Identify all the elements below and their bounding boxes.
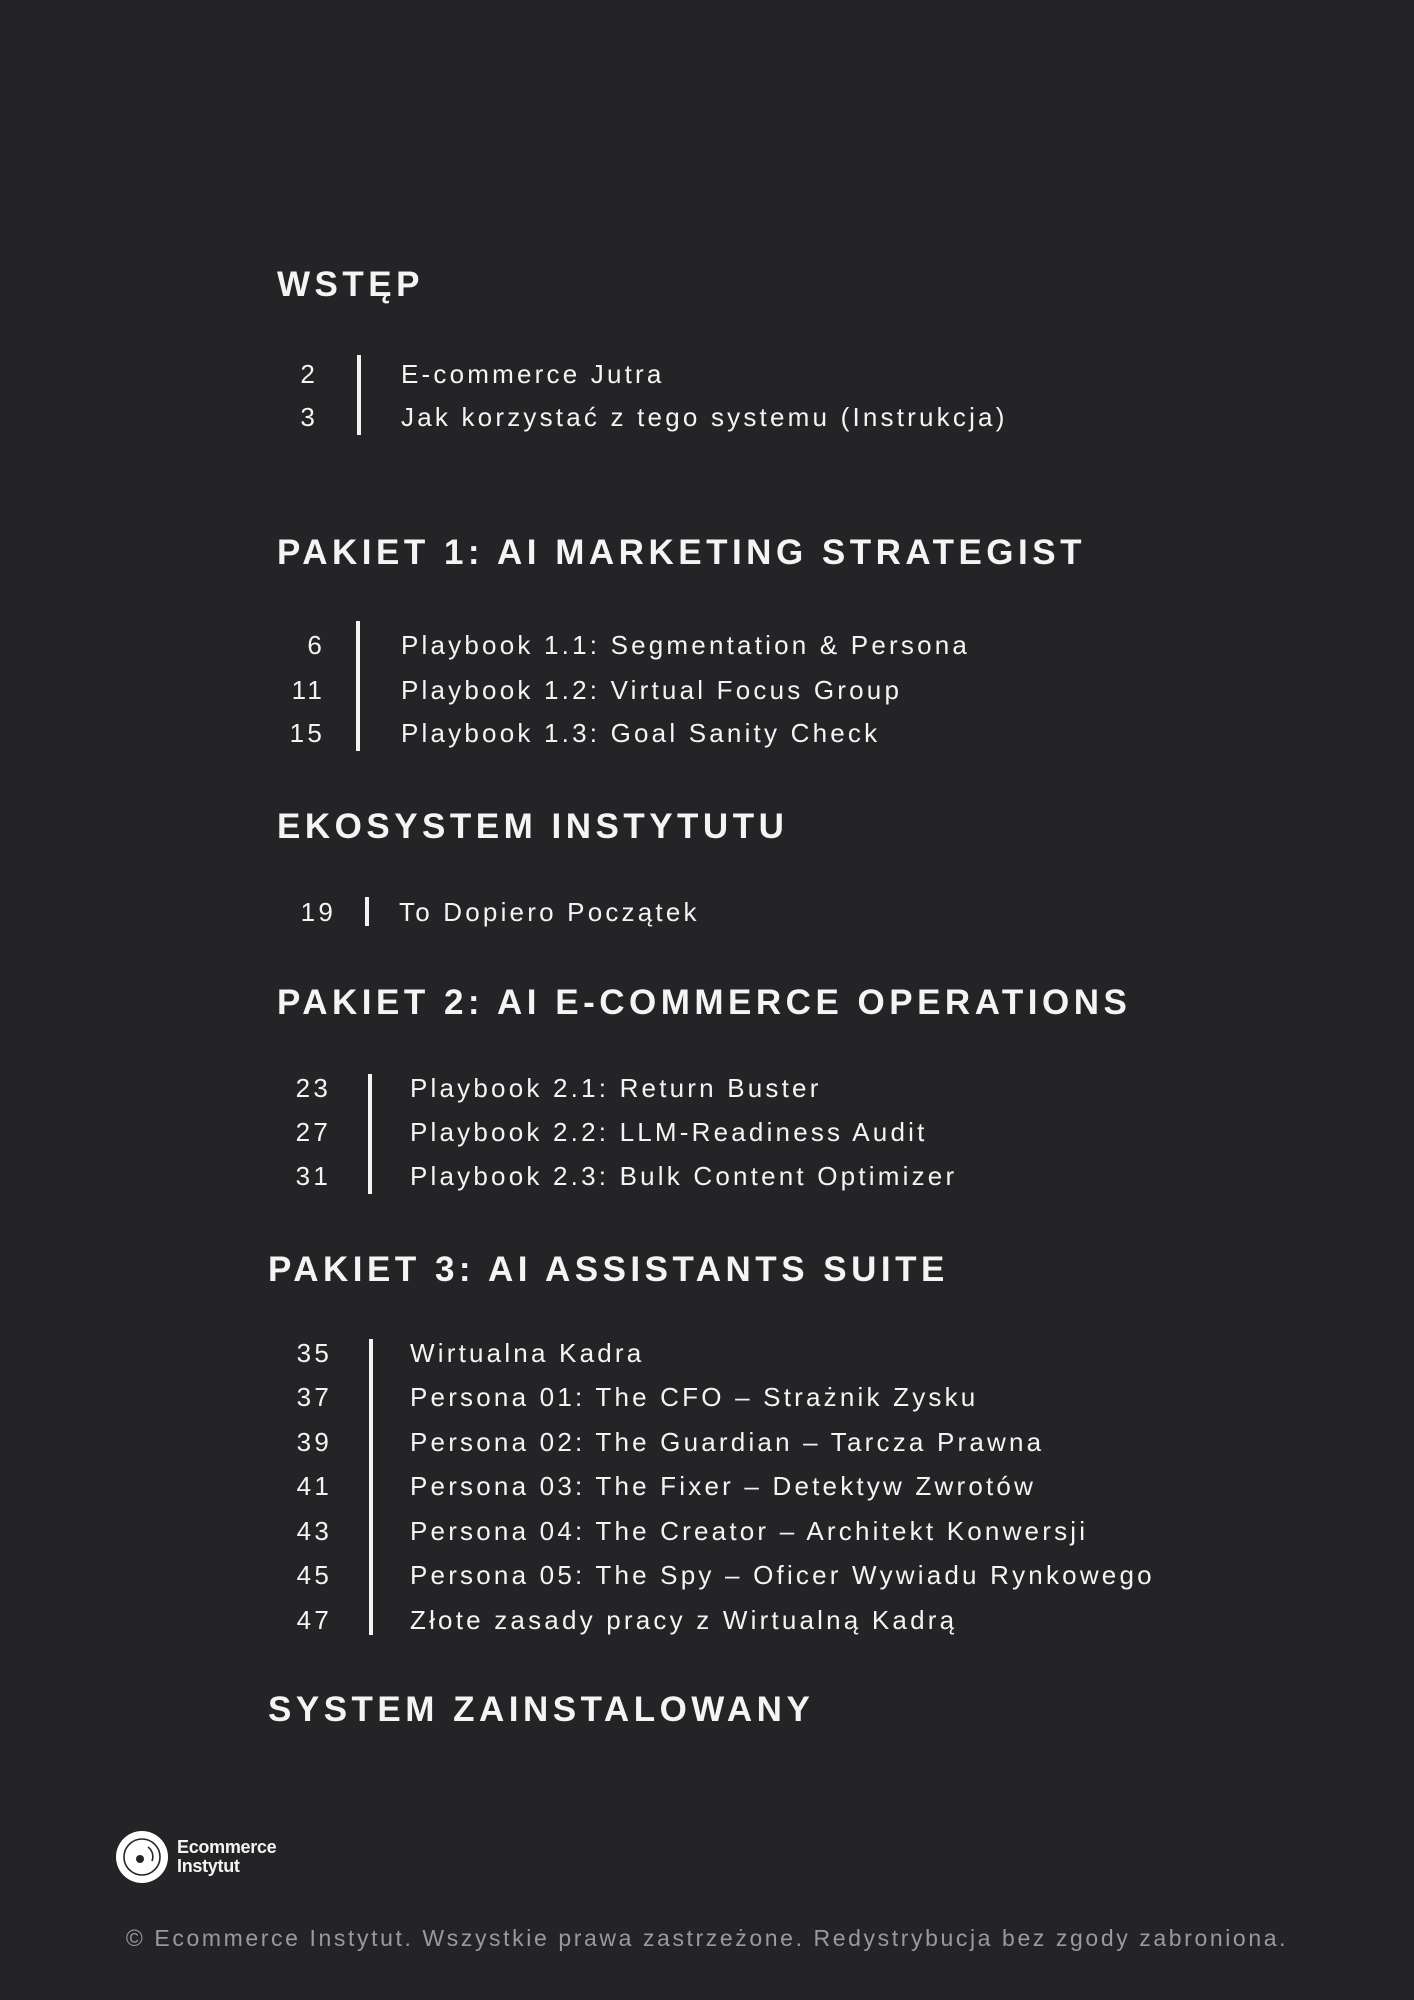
entry-title: Playbook 1.3: Goal Sanity Check bbox=[401, 718, 881, 748]
logo bbox=[115, 1830, 276, 1884]
entry-title: Persona 04: The Creator – Architekt Konwersji bbox=[410, 1516, 1089, 1546]
entry-title: Playbook 2.3: Bulk Content Optimizer bbox=[410, 1161, 958, 1191]
section-heading: WSTĘP bbox=[277, 265, 424, 304]
divider bbox=[365, 897, 369, 926]
page-number: 6 bbox=[307, 630, 325, 660]
entry-title: Playbook 2.2: LLM-Readiness Audit bbox=[410, 1117, 928, 1147]
divider bbox=[357, 355, 361, 435]
entry-title: Playbook 2.1: Return Buster bbox=[410, 1073, 822, 1103]
page-number: 39 bbox=[296, 1427, 332, 1457]
entry-title: Persona 03: The Fixer – Detektyw Zwrotów bbox=[410, 1471, 1037, 1501]
page-number: 15 bbox=[289, 718, 325, 748]
divider bbox=[369, 1339, 373, 1635]
section-heading: PAKIET 2: AI E-COMMERCE OPERATIONS bbox=[277, 983, 1132, 1022]
section-heading: EKOSYSTEM INSTYTUTU bbox=[277, 807, 789, 846]
entry-title: Persona 01: The CFO – Strażnik Zysku bbox=[410, 1382, 979, 1412]
logo-line-1: Ecommerce bbox=[177, 1837, 277, 1857]
entry-title: Złote zasady pracy z Wirtualną Kadrą bbox=[410, 1605, 958, 1635]
page-number: 19 bbox=[300, 897, 336, 927]
entry-title: Playbook 1.2: Virtual Focus Group bbox=[401, 675, 903, 705]
divider bbox=[368, 1074, 372, 1194]
divider bbox=[356, 621, 360, 751]
copyright-footer: © Ecommerce Instytut. Wszystkie prawa zastrzeżone. Redystrybucja bez zgody zabroniona. bbox=[125, 1925, 1289, 1951]
page-number: 3 bbox=[300, 402, 318, 432]
section-heading: SYSTEM ZAINSTALOWANY bbox=[268, 1690, 815, 1729]
entry-title: Jak korzystać z tego systemu (Instrukcja) bbox=[401, 402, 1008, 432]
page-number: 43 bbox=[296, 1516, 332, 1546]
page-number: 2 bbox=[300, 359, 318, 389]
entry-title: To Dopiero Początek bbox=[399, 897, 700, 927]
section-heading: PAKIET 1: AI MARKETING STRATEGIST bbox=[277, 533, 1086, 572]
entry-title: Wirtualna Kadra bbox=[410, 1338, 645, 1368]
page-number: 23 bbox=[295, 1073, 331, 1103]
page-number: 47 bbox=[296, 1605, 332, 1635]
entry-title: E-commerce Jutra bbox=[401, 359, 665, 389]
logo-text bbox=[177, 1838, 276, 1876]
entry-title: Persona 02: The Guardian – Tarcza Prawna bbox=[410, 1427, 1045, 1457]
page-number: 37 bbox=[296, 1382, 332, 1412]
page-number: 41 bbox=[296, 1471, 332, 1501]
entry-title: Persona 05: The Spy – Oficer Wywiadu Rynkowego bbox=[410, 1560, 1155, 1590]
logo-line-2: Instytut bbox=[177, 1856, 240, 1876]
page-number: 27 bbox=[295, 1117, 331, 1147]
page-number: 11 bbox=[291, 675, 325, 705]
page-number: 35 bbox=[296, 1338, 332, 1368]
section-heading: PAKIET 3: AI ASSISTANTS SUITE bbox=[268, 1250, 949, 1289]
page-number: 45 bbox=[296, 1560, 332, 1590]
entry-title: Playbook 1.1: Segmentation & Persona bbox=[401, 630, 971, 660]
logo-icon bbox=[115, 1830, 169, 1884]
page-number: 31 bbox=[295, 1161, 331, 1191]
